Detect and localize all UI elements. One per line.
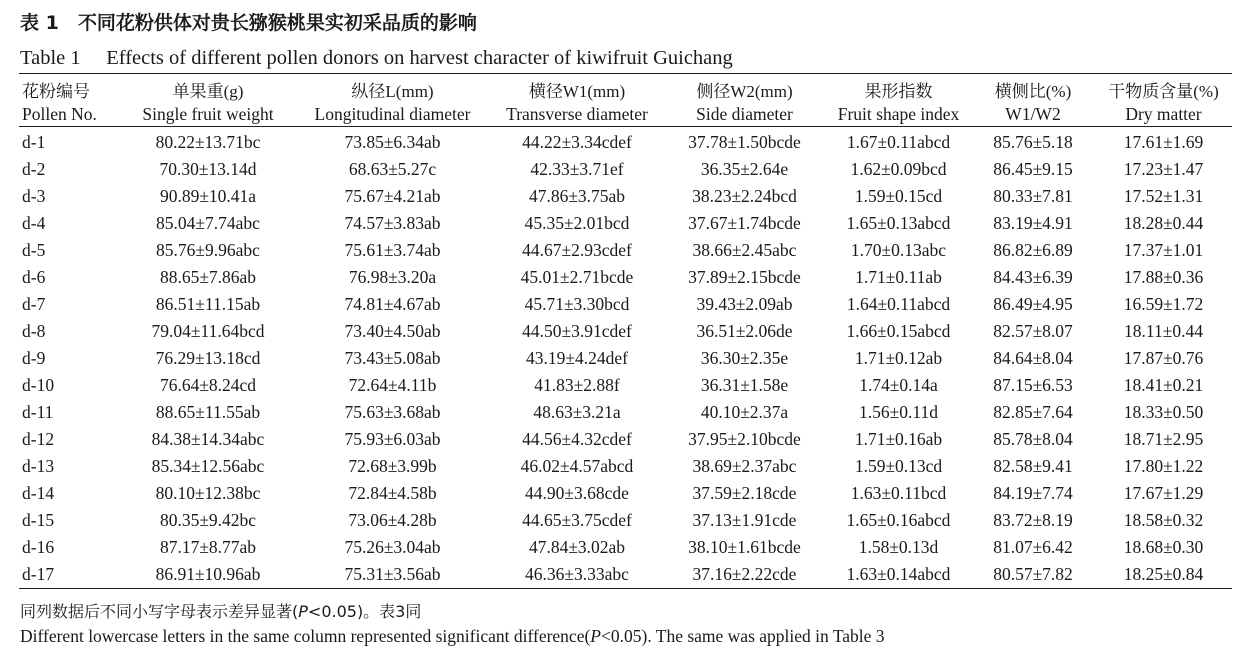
table-cell: 17.23±1.47 — [1123, 159, 1204, 179]
table-cell: 18.71±2.95 — [1123, 429, 1204, 449]
header-en: Transverse diameter — [491, 102, 663, 127]
table-cell: 1.66±0.15abcd — [846, 321, 951, 341]
table-cell: 73.06±4.28b — [348, 510, 437, 530]
header-cn: 侧径W2(mm) — [663, 74, 826, 103]
table-cell: 80.33±7.81 — [993, 186, 1073, 206]
footnote-chinese — [20, 599, 421, 622]
table-cell: 1.65±0.16abcd — [846, 510, 951, 530]
table-cell: 75.93±6.03ab — [344, 429, 441, 449]
table-cell: 38.10±1.61bcde — [688, 537, 801, 557]
table-cell: 76.64±8.24cd — [159, 375, 257, 395]
table-row — [19, 237, 1232, 264]
table-cell: 1.71±0.11ab — [855, 267, 942, 287]
table-cell: 1.64±0.11abcd — [846, 294, 951, 314]
table-cell: 18.58±0.32 — [1123, 510, 1204, 530]
footnote-en-prefix: Different lowercase letters in the same column represented significant difference( — [20, 626, 591, 646]
table-cell: 86.49±4.95 — [993, 294, 1073, 314]
table-cell: 80.57±7.82 — [971, 561, 1095, 589]
table-row — [19, 127, 1232, 157]
table-cell: 84.43±6.39 — [993, 267, 1073, 287]
table-title-chinese: 表 1 不同花粉供体对贵长猕猴桃果实初采品质的影响 — [20, 12, 477, 34]
table-cell: 75.61±3.74ab — [344, 240, 441, 260]
header-row-chinese — [19, 74, 1232, 103]
table-cell: 85.78±8.04 — [993, 429, 1073, 449]
table-cell: 40.10±2.37a — [700, 402, 789, 422]
table-cell: 73.85±6.34ab — [344, 132, 441, 152]
table-cell: 17.88±0.36 — [1123, 267, 1204, 287]
table-cell: 17.67±1.29 — [1123, 483, 1204, 503]
table-body — [19, 127, 1232, 589]
table-cell: 38.23±2.24bcd — [692, 186, 797, 206]
pollen-no-cell: d-16 — [22, 537, 55, 557]
table-cell: 44.67±2.93cdef — [522, 240, 632, 260]
table-cell: 72.84±4.58b — [348, 483, 437, 503]
table-cell: 17.80±1.22 — [1123, 456, 1204, 476]
pollen-no-cell: d-3 — [22, 186, 46, 206]
pollen-no-cell: d-8 — [22, 321, 46, 341]
table-cell: 17.52±1.31 — [1123, 186, 1204, 206]
footnote-cn-prefix: 同列数据后不同小写字母表示差异显著( — [20, 602, 299, 621]
table-row — [19, 210, 1232, 237]
header-en: Longitudinal diameter — [294, 102, 491, 127]
pollen-no-cell: d-1 — [22, 132, 46, 152]
table-cell: 79.04±11.64bcd — [151, 321, 265, 341]
footnote-english — [20, 626, 885, 647]
table-cell: 44.22±3.34cdef — [522, 132, 632, 152]
table-cell: 43.19±4.24def — [526, 348, 628, 368]
table-cell: 37.67±1.74bcde — [688, 213, 801, 233]
table-cell: 88.65±7.86ab — [159, 267, 257, 287]
table-cell: 18.41±0.21 — [1123, 375, 1204, 395]
header-en: Side diameter — [663, 102, 826, 127]
table-cell: 75.63±3.68ab — [344, 402, 441, 422]
table-cell: 85.76±9.96abc — [156, 240, 260, 260]
table-cell: 37.95±2.10bcde — [688, 429, 801, 449]
table-cell: 73.43±5.08ab — [344, 348, 441, 368]
data-table — [19, 73, 1232, 589]
pollen-no-cell: d-14 — [22, 483, 55, 503]
table-cell: 44.56±4.32cdef — [522, 429, 632, 449]
pollen-no-cell: d-13 — [22, 456, 55, 476]
table-cell: 1.71±0.16ab — [854, 429, 943, 449]
header-cn: 横径W1(mm) — [491, 74, 663, 103]
footnote-cn-suffix: <0.05)。表3同 — [307, 602, 422, 621]
table-cell: 18.28±0.44 — [1123, 213, 1204, 233]
table-cell: 87.17±8.77ab — [159, 537, 257, 557]
table-cell: 82.58±9.41 — [993, 456, 1073, 476]
table-cell: 42.33±3.71ef — [530, 159, 624, 179]
table-row — [19, 291, 1232, 318]
header-cn: 横侧比(%) — [971, 74, 1095, 103]
pollen-no-cell: d-9 — [22, 348, 46, 368]
table-cell: 47.84±3.02ab — [528, 537, 626, 557]
header-cn: 花粉编号 — [19, 74, 122, 103]
pollen-no-cell: d-11 — [22, 402, 54, 422]
table-cell: 76.29±13.18cd — [155, 348, 261, 368]
table-cell: 45.01±2.71bcde — [520, 267, 634, 287]
table-cell: 85.76±5.18 — [993, 132, 1073, 152]
table-cell: 36.35±2.64e — [700, 159, 789, 179]
pollen-no-cell: d-4 — [22, 213, 46, 233]
table-cell: 73.40±4.50ab — [344, 321, 441, 341]
table-cell: 17.87±0.76 — [1123, 348, 1204, 368]
table-cell: 84.19±7.74 — [993, 483, 1073, 503]
table-cell: 18.25±0.84 — [1095, 561, 1232, 589]
table-cell: 83.72±8.19 — [993, 510, 1073, 530]
table-cell: 1.63±0.11bcd — [850, 483, 947, 503]
table-cell: 1.67±0.11abcd — [846, 132, 951, 152]
footnote-en-p-symbol: P — [590, 626, 601, 646]
table-title-english: Table 1 Effects of different pollen donors on harvest character of kiwifruit Guichang — [20, 47, 733, 69]
table-row — [19, 426, 1232, 453]
pollen-no-cell: d-2 — [22, 159, 46, 179]
header-cn: 单果重(g) — [122, 74, 294, 103]
footnote-en-suffix: <0.05). The same was applied in Table 3 — [601, 626, 885, 646]
table-cell: 90.89±10.41a — [159, 186, 257, 206]
table-cell: 75.26±3.04ab — [344, 537, 441, 557]
table-cell: 18.33±0.50 — [1123, 402, 1204, 422]
table-cell: 16.59±1.72 — [1123, 294, 1204, 314]
header-row-english — [19, 102, 1232, 127]
table-row — [19, 318, 1232, 345]
table-cell: 85.04±7.74abc — [156, 213, 260, 233]
table-cell: 37.13±1.91cde — [692, 510, 797, 530]
table-cell: 75.67±4.21ab — [344, 186, 441, 206]
table-cell: 84.38±14.34abc — [151, 429, 265, 449]
table-cell: 37.78±1.50bcde — [688, 132, 801, 152]
table-cell: 1.63±0.14abcd — [826, 561, 971, 589]
table-cell: 1.65±0.13abcd — [846, 213, 951, 233]
table-cell: 37.89±2.15bcde — [688, 267, 801, 287]
table-cell: 36.30±2.35e — [700, 348, 789, 368]
table-row — [19, 345, 1232, 372]
table-cell: 1.74±0.14a — [859, 375, 938, 395]
table-cell: 1.71±0.12ab — [854, 348, 943, 368]
table-cell: 1.58±0.13d — [858, 537, 939, 557]
table-cell: 87.15±6.53 — [993, 375, 1073, 395]
table-row — [19, 453, 1232, 480]
table-cell: 44.50±3.91cdef — [522, 321, 632, 341]
table-cell: 76.98±3.20a — [348, 267, 437, 287]
header-en: Single fruit weight — [122, 102, 294, 127]
header-cn: 果形指数 — [826, 74, 971, 103]
header-en: Dry matter — [1095, 102, 1232, 127]
table-cell: 18.11±0.44 — [1124, 321, 1203, 341]
table-row — [19, 534, 1232, 561]
header-en: W1/W2 — [971, 102, 1095, 127]
table-cell: 80.10±12.38bc — [155, 483, 261, 503]
table-cell: 36.51±2.06de — [696, 321, 793, 341]
pollen-no-cell: d-12 — [22, 429, 55, 449]
footnote-cn-p-symbol: P — [298, 602, 308, 621]
pollen-no-cell: d-5 — [22, 240, 46, 260]
table-cell: 74.81±4.67ab — [344, 294, 441, 314]
header-en: Fruit shape index — [826, 102, 971, 127]
table-cell: 72.64±4.11b — [348, 375, 437, 395]
table-cell: 37.16±2.22cde — [663, 561, 826, 589]
table-row — [19, 399, 1232, 426]
table-cell: 18.68±0.30 — [1123, 537, 1204, 557]
table-row — [19, 561, 1232, 589]
table-cell: 83.19±4.91 — [993, 213, 1073, 233]
table-cell: 82.85±7.64 — [993, 402, 1073, 422]
table-cell: 85.34±12.56abc — [151, 456, 265, 476]
table-cell: 68.63±5.27c — [348, 159, 437, 179]
table-cell: 82.57±8.07 — [993, 321, 1073, 341]
table-cell: 44.90±3.68cde — [525, 483, 629, 503]
table-cell: 38.66±2.45abc — [692, 240, 797, 260]
table-row — [19, 507, 1232, 534]
table-cell: 17.61±1.69 — [1123, 132, 1204, 152]
table-cell: 37.59±2.18cde — [692, 483, 797, 503]
table-cell: 1.70±0.13abc — [850, 240, 947, 260]
table-row — [19, 372, 1232, 399]
table-cell: 86.51±11.15ab — [155, 294, 261, 314]
table-cell: 46.36±3.33abc — [491, 561, 663, 589]
table-cell: 45.71±3.30bcd — [524, 294, 630, 314]
table-cell: 88.65±11.55ab — [155, 402, 261, 422]
table-cell: 45.35±2.01bcd — [524, 213, 630, 233]
header-en: Pollen No. — [19, 102, 122, 127]
table-cell: 1.59±0.13cd — [854, 456, 943, 476]
table-cell: 38.69±2.37abc — [692, 456, 797, 476]
table-cell: 80.35±9.42bc — [159, 510, 257, 530]
table-cell: 72.68±3.99b — [348, 456, 437, 476]
header-cn: 纵径L(mm) — [294, 74, 491, 103]
pollen-no-cell: d-17 — [19, 561, 122, 589]
table-cell: 1.59±0.15cd — [854, 186, 943, 206]
table-cell: 80.22±13.71bc — [155, 132, 261, 152]
table-cell: 47.86±3.75ab — [528, 186, 626, 206]
table-cell: 74.57±3.83ab — [344, 213, 441, 233]
pollen-no-cell: d-10 — [22, 375, 55, 395]
table-cell: 86.91±10.96ab — [122, 561, 294, 589]
table-cell: 17.37±1.01 — [1123, 240, 1204, 260]
table-cell: 1.62±0.09bcd — [850, 159, 947, 179]
header-cn: 干物质含量(%) — [1095, 74, 1232, 103]
pollen-no-cell: d-6 — [22, 267, 46, 287]
table-cell: 36.31±1.58e — [700, 375, 789, 395]
table-row — [19, 480, 1232, 507]
table-cell: 1.56±0.11d — [859, 402, 938, 422]
table-cell: 70.30±13.14d — [159, 159, 257, 179]
table-cell: 75.31±3.56ab — [294, 561, 491, 589]
table-cell: 84.64±8.04 — [993, 348, 1073, 368]
pollen-no-cell: d-15 — [22, 510, 55, 530]
table-cell: 46.02±4.57abcd — [520, 456, 634, 476]
pollen-no-cell: d-7 — [22, 294, 46, 314]
table-row — [19, 156, 1232, 183]
table-cell: 39.43±2.09ab — [696, 294, 793, 314]
table-cell: 44.65±3.75cdef — [522, 510, 632, 530]
table-cell: 86.45±9.15 — [993, 159, 1073, 179]
table-cell: 81.07±6.42 — [993, 537, 1073, 557]
table-cell: 86.82±6.89 — [993, 240, 1073, 260]
table-row — [19, 264, 1232, 291]
table-row — [19, 183, 1232, 210]
table-cell: 41.83±2.88f — [534, 375, 620, 395]
table-cell: 48.63±3.21a — [533, 402, 621, 422]
